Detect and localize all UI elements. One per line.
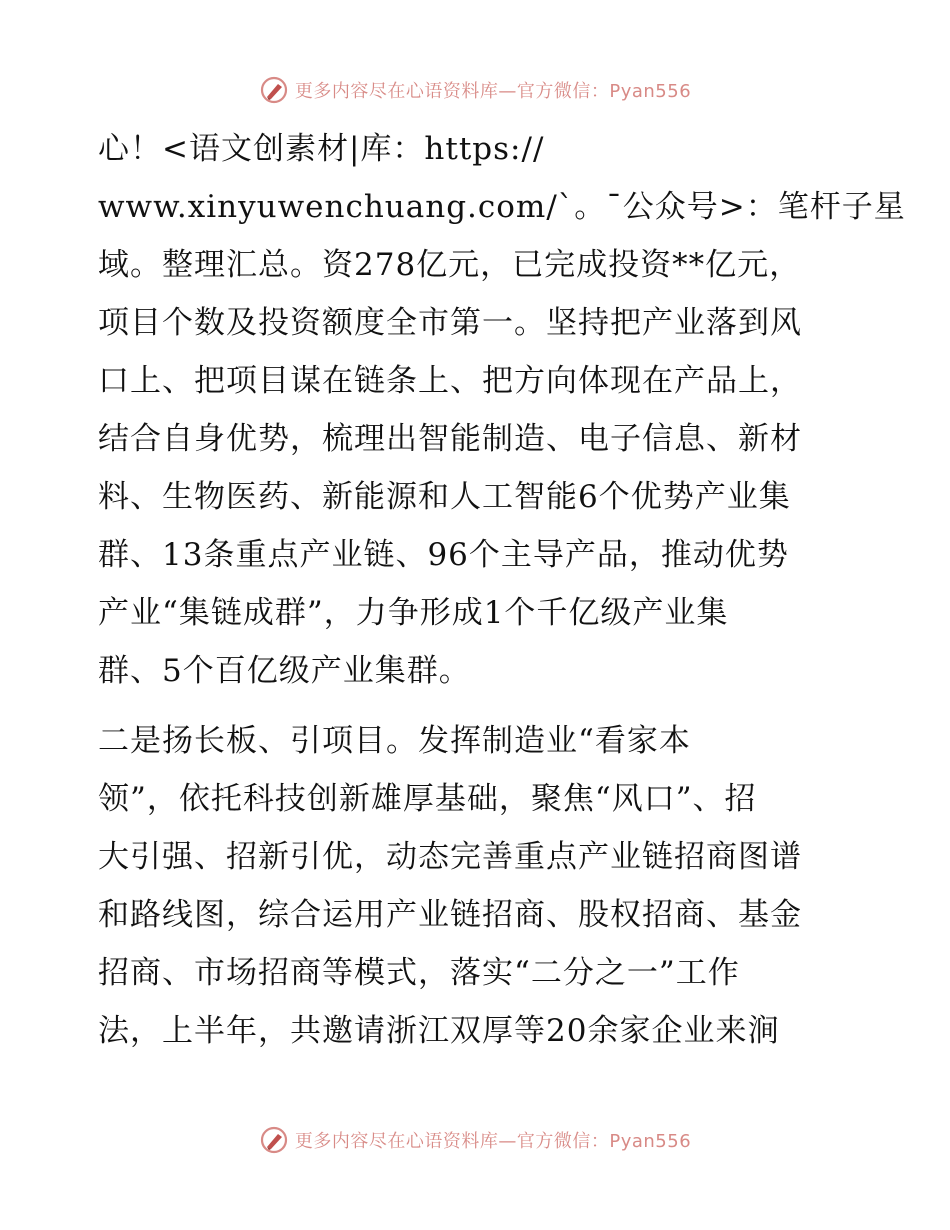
text-line: 口上、把项目谋在链条上、把方向体现在产品上， — [98, 363, 802, 399]
document-body — [98, 120, 906, 1060]
text-line: 领”，依托科技创新雄厚基础，聚焦“风口”、招 — [98, 781, 757, 817]
text-line: 项目个数及投资额度全市第一。坚持把产业落到风 — [98, 305, 802, 341]
text-line: 法，上半年，共邀请浙江双厚等20余家企业来涧 — [98, 1013, 780, 1049]
text-line: 料、生物医药、新能源和人工智能6个优势产业集 — [98, 479, 791, 515]
paragraph-gap — [98, 700, 858, 712]
text-line: 群、5个百亿级产业集群。 — [98, 653, 471, 689]
pen-nib-logo-icon — [259, 75, 289, 105]
header-watermark — [0, 70, 950, 110]
watermark-text: 更多内容尽在心语资料库—官方微信：Pyan556 — [294, 81, 692, 102]
text-line: 和路线图，综合运用产业链招商、股权招商、基金 — [98, 897, 802, 933]
text-line: 招商、市场招商等模式，落实“二分之一”工作 — [98, 955, 740, 991]
paragraph-2 — [98, 712, 858, 1060]
text-line: 域。整理汇总。资278亿元，已完成投资**亿元， — [98, 247, 802, 283]
paragraph-1 — [98, 120, 906, 700]
pen-nib-logo-icon — [259, 1125, 289, 1155]
text-line: 二是扬长板、引项目。发挥制造业“看家本 — [98, 723, 691, 759]
watermark-text: 更多内容尽在心语资料库—官方微信：Pyan556 — [294, 1131, 692, 1152]
text-line: 结合自身优势，梳理出智能制造、电子信息、新材 — [98, 421, 802, 457]
text-line: www.xinyuwenchuang.com/`。¯公众号>：笔杆子星 — [98, 189, 906, 225]
text-line: 群、13条重点产业链、96个主导产品，推动优势 — [98, 537, 789, 573]
text-line: 心！<语文创素材|库：https:// — [98, 131, 545, 167]
footer-watermark — [0, 1120, 950, 1160]
text-line: 大引强、招新引优，动态完善重点产业链招商图谱 — [98, 839, 802, 875]
text-line: 产业“集链成群”，力争形成1个千亿级产业集 — [98, 595, 729, 631]
